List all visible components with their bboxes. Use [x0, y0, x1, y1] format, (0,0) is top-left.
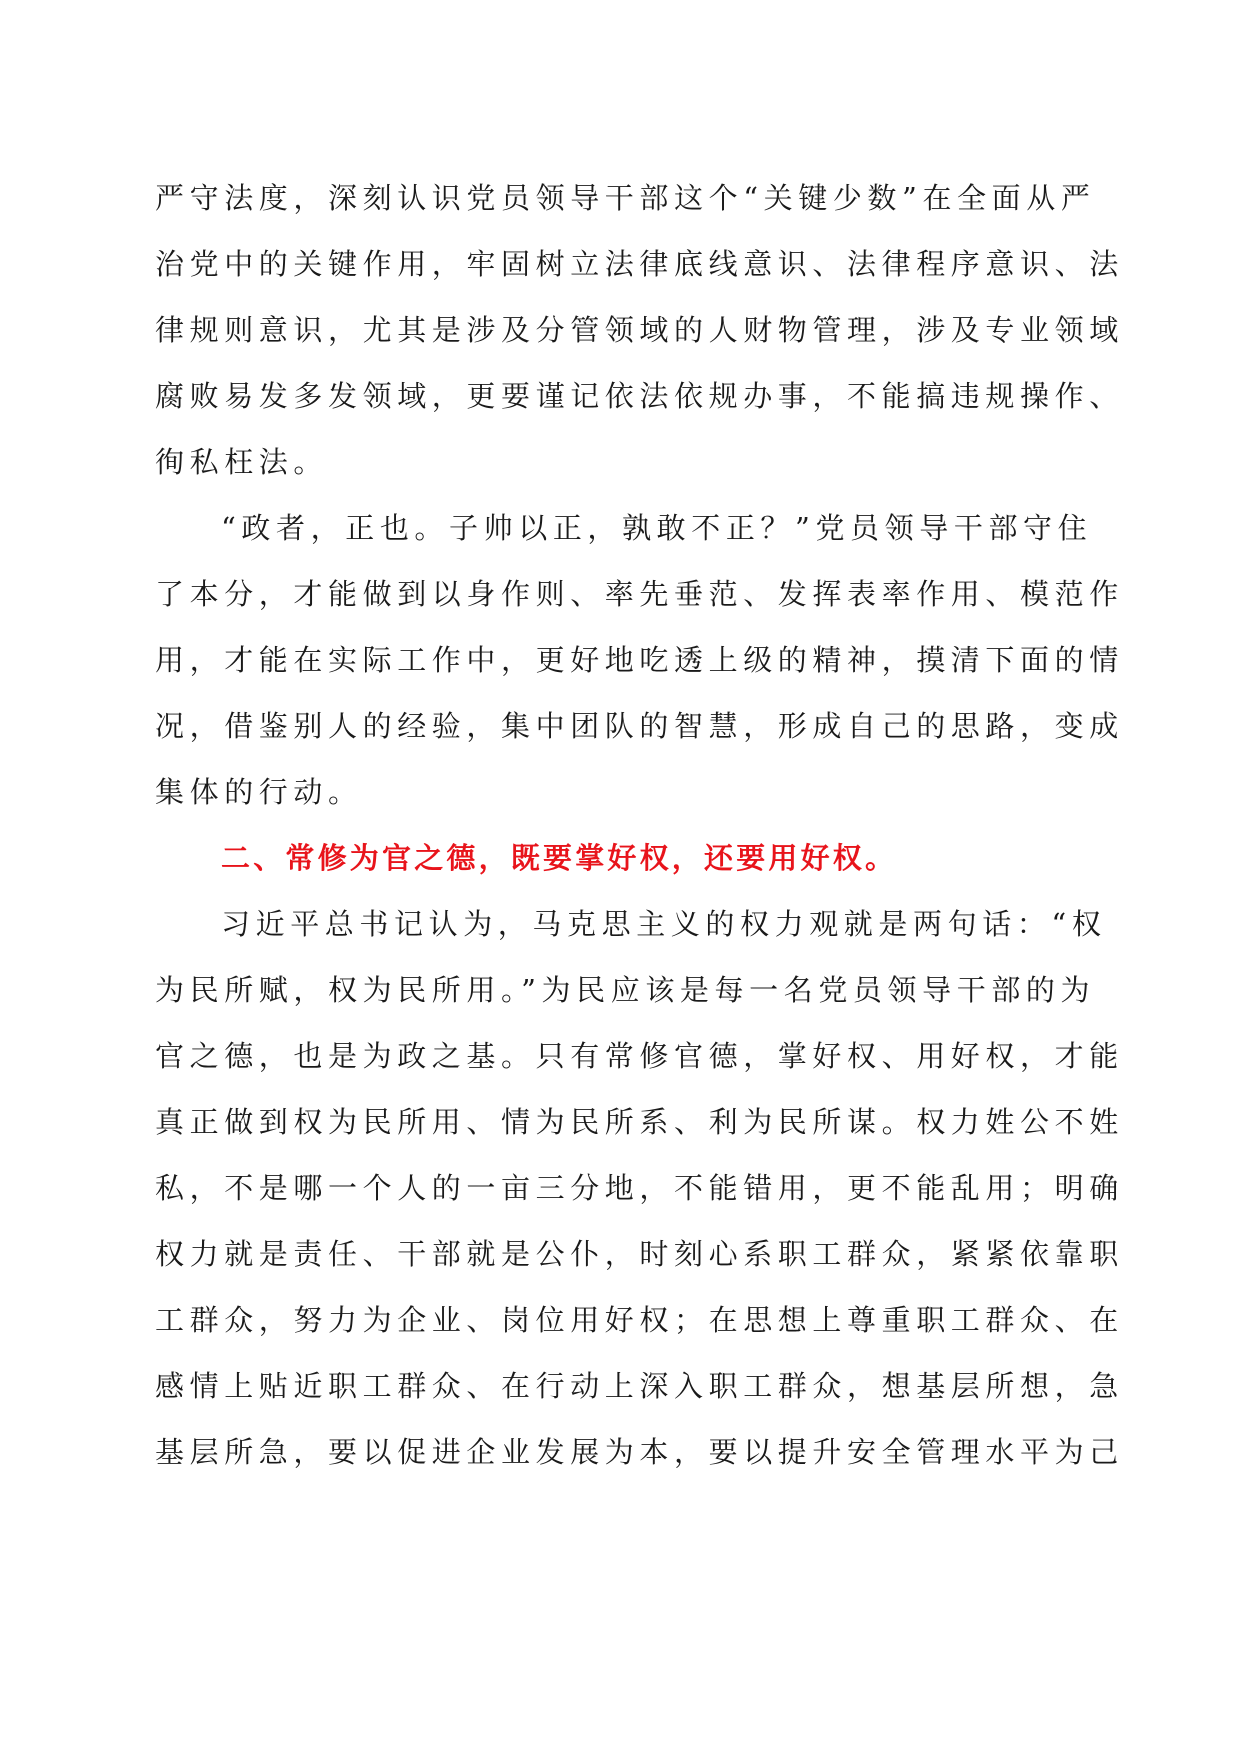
- paragraph-line: 感情上贴近职工群众、在行动上深入职工群众，想基层所想，急: [155, 1369, 1124, 1403]
- paragraph-line: 用，才能在实际工作中，更好地吃透上级的精神，摸清下面的情: [155, 643, 1124, 677]
- paragraph-line: 基层所急，要以促进企业发展为本，要以提升安全管理水平为己: [155, 1435, 1124, 1469]
- paragraph-line: 律规则意识，尤其是涉及分管领域的人财物管理，涉及专业领域: [155, 313, 1124, 347]
- paragraph-lead-by-example: [155, 495, 1124, 825]
- paragraph-line: 严守法度，深刻认识党员领导干部这个“关键少数”在全面从严: [155, 181, 1096, 215]
- section-heading: 二、常修为官之德，既要掌好权，还要用好权。: [221, 841, 898, 875]
- paragraph-line: “政者，正也。子帅以正，孰敢不正？”党员领导干部守住: [221, 511, 1093, 545]
- paragraph-line: 权力就是责任、干部就是公仆，时刻心系职工群众，紧紧依靠职: [155, 1237, 1124, 1271]
- paragraph-line: 徇私枉法。: [155, 445, 329, 479]
- paragraph-line: 了本分，才能做到以身作则、率先垂范、发挥表率作用、模范作: [155, 577, 1124, 611]
- paragraph-line: 工群众，努力为企业、岗位用好权；在思想上尊重职工群众、在: [155, 1303, 1124, 1337]
- paragraph-line: 官之德，也是为政之基。只有常修官德，掌好权、用好权，才能: [155, 1039, 1124, 1073]
- paragraph-law-compliance: [155, 165, 1124, 495]
- paragraph-line: 腐败易发多发领域，更要谨记依法依规办事，不能搞违规操作、: [155, 379, 1124, 413]
- paragraph-line: 为民所赋，权为民所用。”为民应该是每一名党员领导干部的为: [155, 973, 1096, 1007]
- paragraph-line: 集体的行动。: [155, 775, 363, 809]
- paragraph-line: 况，借鉴别人的经验，集中团队的智慧，形成自己的思路，变成: [155, 709, 1124, 743]
- document-page: [155, 165, 1124, 1485]
- paragraph-line: 习近平总书记认为，马克思主义的权力观就是两句话：“权: [221, 907, 1107, 941]
- paragraph-line: 治党中的关键作用，牢固树立法律底线意识、法律程序意识、法: [155, 247, 1124, 281]
- paragraph-power-for-people: [155, 891, 1124, 1485]
- paragraph-line: 私，不是哪一个人的一亩三分地，不能错用，更不能乱用；明确: [155, 1171, 1124, 1205]
- paragraph-line: 真正做到权为民所用、情为民所系、利为民所谋。权力姓公不姓: [155, 1105, 1124, 1139]
